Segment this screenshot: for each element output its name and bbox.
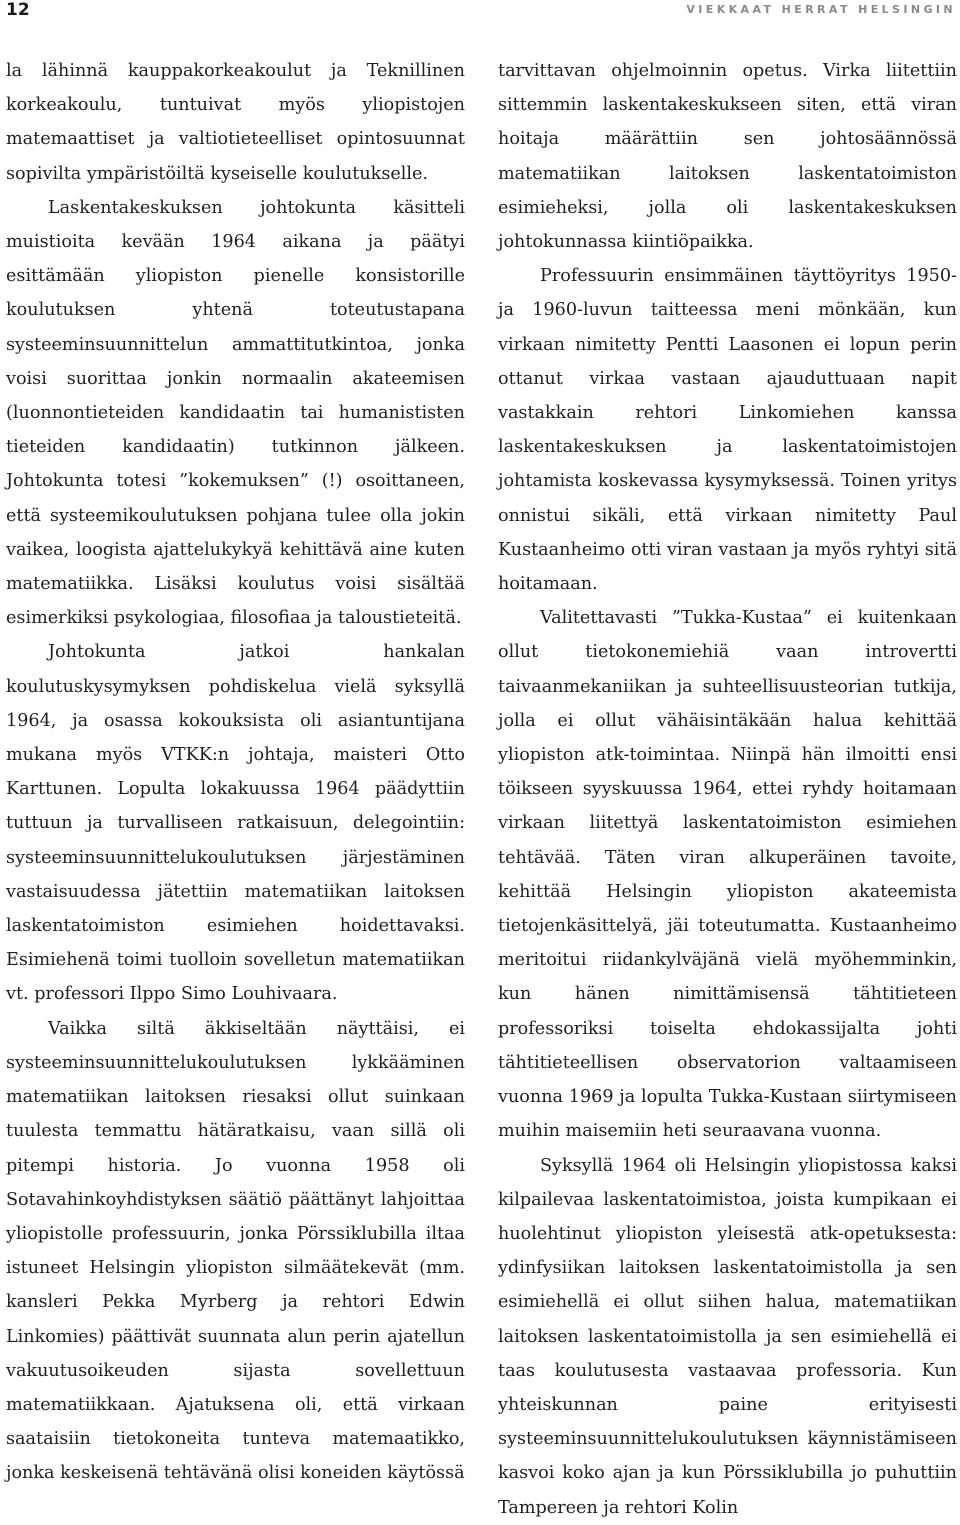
running-header: VIEKKAAT HERRAT HELSINGIN [686,3,956,16]
right-column [498,54,957,1525]
paragraph: tarvittavan ohjelmoinnin opetus. Virka liitettiin sittemmin laskentakeskukseen siten, että viran hoitaja määrättiin sen johtosäännössä matematiikan laitoksen laskentatoimiston esimieheksi, jolla oli laskentakeskuksen johtokunnassa kiintiöpaikka. [498,61,957,253]
paragraph: Vaikka siltä äkkiseltään näyttäisi, ei systeeminsuunnittelukoulutuksen lykkääminen matematiikan laitoksen riesaksi ollut suinkaan tuulesta temmattu hätäratkaisu, vaan sillä oli pitempi historia. Jo vuonna 1958 oli Sotavahinkoyhdistyksen säätiö päättänyt lahjoittaa yliopistolle professuurin, jonka Pörssiklubilla iltaa istuneet Helsingin yliopiston silmäätekevät (mm. kansleri Pekka Myrberg ja rehtori Edwin Linkomies) päättivät suunnata alun perin ajatellun vakuutusoikeuden sijasta sovellettuun matematiikkaan. Ajatuksena oli, että virkaan saataisiin tietokoneita tunteva matemaatikko, jonka keskeisenä tehtävänä olisi koneiden käytössä [6,1018,465,1484]
paragraph: Professuurin ensimmäinen täyttöyritys 1950- ja 1960-luvun taitteessa meni mönkään, kun virkaan nimitetty Pentti Laasonen ei lopun perin ottanut virkaa vastaan ajauduttuaan napit vastakkain rehtori Linkomiehen kanssa laskentakeskuksen ja laskentatoimistojen johtamista koskevassa kysymyksessä. Toinen yritys onnistui sikäli, että virkaan nimitetty Paul Kustaanheimo otti viran vastaan ja myös ryhtyi sitä hoitamaan. [498,266,957,595]
paragraph: Johtokunta jatkoi hankalan koulutuskysymyksen pohdiskelua vielä syksyllä 1964, ja osassa kokouksista oli asiantuntijana mukana myös VTKK:n johtaja, maisteri Otto Karttunen. Lopulta lokakuussa 1964 päädyttiin tuttuun ja turvalliseen ratkaisuun, delegointiin: systeeminsuunnittelukoulutuksen järjestäminen vastaisuudessa jätettiin matematiikan laitoksen laskentatoimiston esimiehen hoidettavaksi. Esimiehenä toimi tuolloin sovelletun matematiikan vt. professori Ilppo Simo Louhivaara. [6,642,465,1005]
paragraph: Laskentakeskuksen johtokunta käsitteli muistioita kevään 1964 aikana ja päätyi esittämään yliopiston pienelle konsistorille koulutuksen yhtenä toteutustapana systeeminsuunnittelun ammattitutkintoa, jonka voisi suorittaa jonkin normaalin akateemisen (luonnontieteiden kandidaatin tai humanististen tieteiden kandidaatin) tutkinnon jälkeen. Johtokunta totesi ”kokemuksen” (!) osoittaneen, että systeemikoulutuksen pohjana tulee olla jokin vaikea, loogista ajattelukykyä kehittävä aine kuten matematiikka. Lisäksi koulutus voisi sisältää esimerkiksi psykologiaa, filosofiaa ja taloustieteitä. [6,197,465,629]
left-column [6,54,465,1491]
page-number: 12 [6,0,30,20]
paragraph: Valitettavasti ”Tukka-Kustaa” ei kuitenkaan ollut tietokonemiehiä vaan introvertti taivaanmekaniikan ja suhteellisuusteorian tutkija, jolla ei ollut vähäisintäkään halua kehittää yliopiston atk-toimintaa. Niinpä hän ilmoitti ensi töikseen syyskuussa 1964, ettei ryhdy hoitamaan virkaan liitettyä laskentatoimiston esimiehen tehtävää. Täten viran alkuperäinen tavoite, kehittää Helsingin yliopiston akateemista tietojenkäsittelyä, jäi toteutumatta. Kustaanheimo meritoitui riidankylväjänä vielä myöhemminkin, kun hänen nimittämisensä tähtitieteen professoriksi toiselta ehdokassijalta johti tähtitieteellisen observatorion valtaamiseen vuonna 1969 ja lopulta Tukka-Kustaan siirtymiseen muihin maisemiin heti seuraavana vuonna. [498,608,957,1142]
paragraph: la lähinnä kauppakorkeakoulut ja Teknillinen korkeakoulu, tuntuivat myös yliopistojen matemaattiset ja valtiotieteelliset opintosuunnat sopivilta ympäristöiltä kyseiselle koulutukselle. [6,61,465,184]
paragraph: Syksyllä 1964 oli Helsingin yliopistossa kaksi kilpailevaa laskentatoimistoa, joista kumpikaan ei huolehtinut yliopiston yleisestä atk-opetuksesta: ydinfysiikan laitoksen laskentatoimistolla ja sen esimiehellä ei ollut siihen halua, matematiikan laitoksen laskentatoimistolla ja sen esimiehellä ei taas koulutusesta vastaavaa professoria. Kun yhteiskunnan paine erityisesti systeeminsuunnittelukoulutuksen käynnistämiseen kasvoi koko ajan ja kun Pörssiklubilla jo puhuttiin Tampereen ja rehtori Kolin [498,1155,957,1518]
